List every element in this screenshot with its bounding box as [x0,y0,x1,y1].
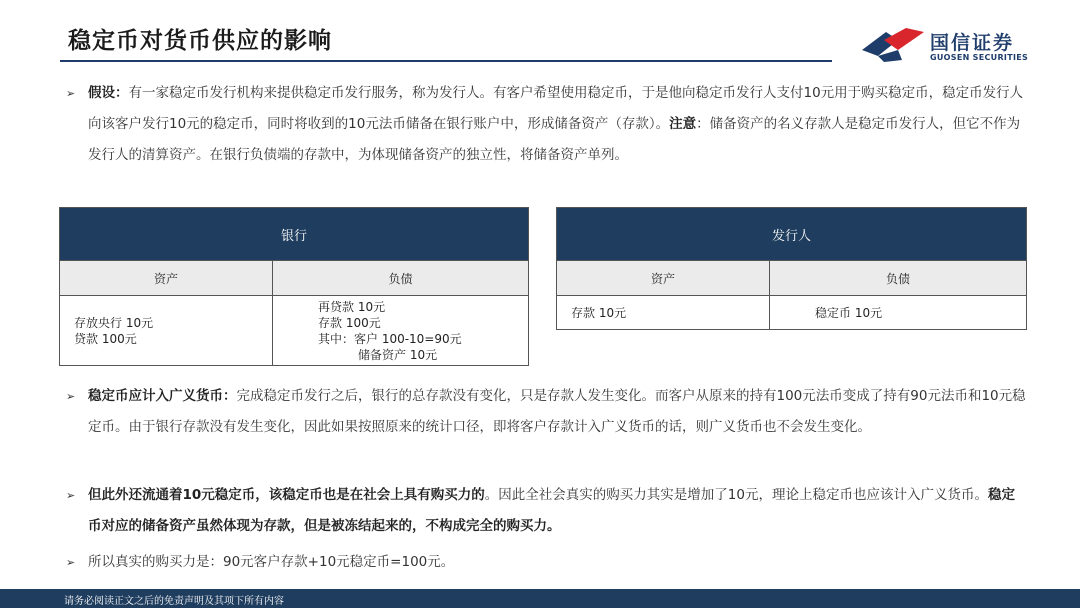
issuer-assets-header: 资产 [557,261,770,296]
issuer-liability-item: 稳定币 10元 [815,305,883,320]
bank-assets-cell [60,296,273,366]
bank-liability-item: 储备资产 10元 [358,347,438,362]
logo-mark-icon [858,26,926,64]
footer-bar [0,589,1080,608]
bank-assets-header: 资产 [60,261,273,296]
footer-disclaimer: 请务必阅读正文之后的免责声明及其项下所有内容 [64,596,284,607]
point1-text: 完成稳定币发行之后，银行的总存款没有变化，只是存款人发生变化。而客户从原来的持有100元法币变成了持有90元法币和10元稳定币。由于银行存款没有发生变化，因此如果按照原来的统计口径，即将客户存款计入广义货币的话，则广义货币也不会发生变化。 [88,388,1026,435]
issuer-balance-sheet-table [556,207,1027,330]
bank-table-title: 银行 [60,208,529,261]
bullet-arrow-icon: ➢ [66,87,76,100]
issuer-asset-item: 存款 10元 [571,305,627,320]
intro-paragraph [66,78,1026,171]
intro-note-text: ：储备资产的名义存款人是稳定币发行人，但它不作为发行人的清算资产。在银行负债端的存款中，为体现储备资产的独立性，将储备资产单列。 [88,116,1021,163]
bank-liabilities-cell [273,296,529,366]
point-broad-money [66,381,1026,443]
company-logo [858,26,1038,66]
point2-bold-2: 稳定币对应的储备资产虽然体现为存款，但是被冻结起来的，不构成完全的购买力。 [88,487,1015,534]
bank-liability-item: 再贷款 10元 [318,299,386,314]
logo-name-cn: 国信证券 [930,32,1015,54]
point-conclusion [66,547,1026,578]
intro-note-label: 注意 [669,116,697,132]
issuer-liabilities-cell [770,296,1027,330]
point3-text: 所以真实的购买力是：90元客户存款+10元稳定币=100元。 [88,554,455,570]
point-purchasing-power [66,480,1026,542]
bullet-arrow-icon: ➢ [66,390,76,403]
point1-label: 稳定币应计入广义货币： [88,388,237,404]
bank-asset-item: 存放央行 10元 [74,315,154,330]
issuer-assets-cell [557,296,770,330]
page-title: 稳定币对货币供应的影响 [68,28,332,54]
bank-liability-item: 存款 100元 [318,315,381,330]
intro-label: 假设： [88,85,129,101]
issuer-liabilities-header: 负债 [770,261,1027,296]
point2-text: 。因此全社会真实的购买力其实是增加了10元，理论上稳定币也应该计入广义货币。 [484,487,988,503]
bank-balance-sheet-table [59,207,529,366]
title-underline [60,60,832,62]
bank-liability-item: 其中：客户 100-10=90元 [318,331,462,346]
bullet-arrow-icon: ➢ [66,489,76,502]
point2-bold-1: 但此外还流通着10元稳定币，该稳定币也是在社会上具有购买力的 [88,487,485,503]
issuer-table-title: 发行人 [557,208,1027,261]
bank-asset-item: 贷款 100元 [74,331,137,346]
bullet-arrow-icon: ➢ [66,556,76,569]
logo-name-en: GUOSEN SECURITIES [930,53,1029,62]
bank-liabilities-header: 负债 [273,261,529,296]
intro-text: 有一家稳定币发行机构来提供稳定币发行服务，称为发行人。有客户希望使用稳定币，于是他向稳定币发行人支付10元用于购买稳定币，稳定币发行人向该客户发行10元的稳定币，同时将收到的10元法币储备在银行账户中，形成储备资产（存款）。 [88,85,1024,132]
